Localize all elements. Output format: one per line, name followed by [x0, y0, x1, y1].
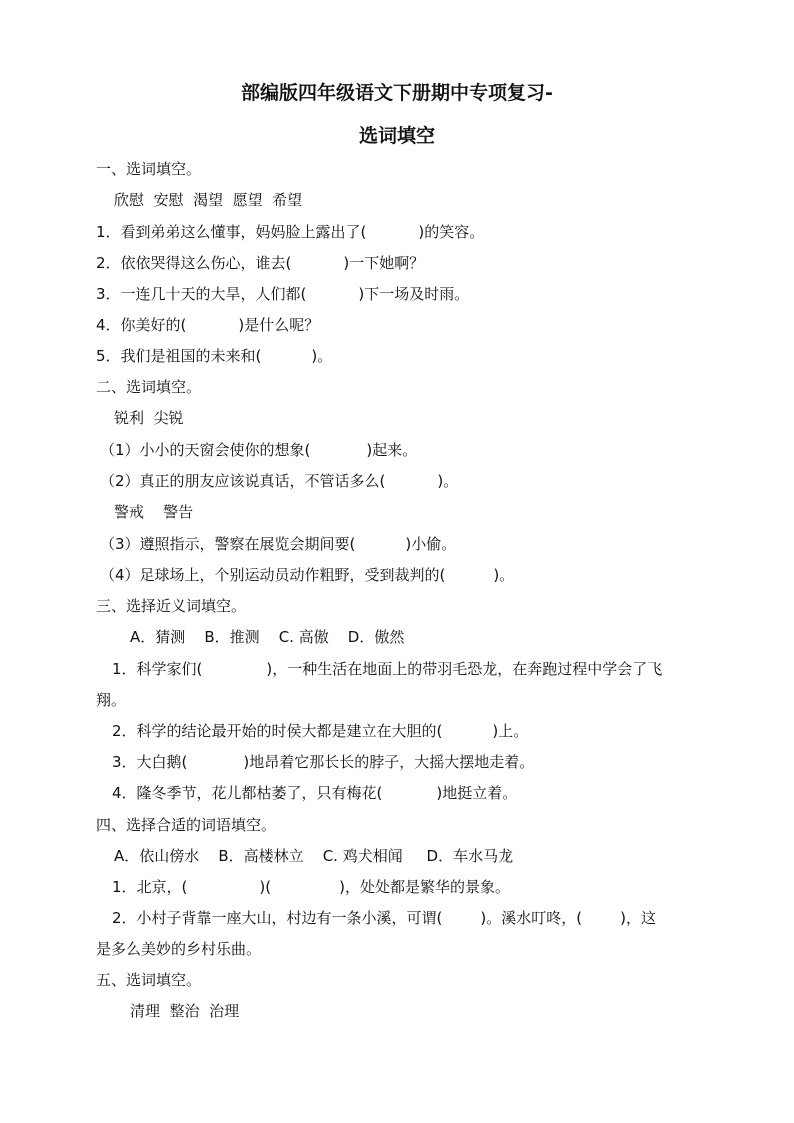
question-text: （3）遵照指示，警察在展览会期间要(: [100, 535, 356, 553]
question-text: )。: [437, 472, 459, 490]
question-1-4: [96, 315, 319, 335]
question-3-3: [112, 752, 534, 772]
question-text: 5．我们是祖国的未来和(: [96, 347, 262, 365]
question-text: )。: [311, 347, 333, 365]
question-text: )。溪水叮咚，(: [480, 909, 583, 927]
question-text: （1）小小的天窗会使你的想象(: [100, 441, 311, 459]
question-text: )地挺立着。: [436, 784, 518, 802]
question-text: )下一场及时雨。: [358, 285, 470, 303]
question-text: 1．看到弟弟这么懂事，妈妈脸上露出了(: [96, 223, 367, 241]
section-3-heading: 三、选择近义词填空。: [96, 597, 247, 615]
question-text: 2．小村子背靠一座大山，村边有一条小溪，可谓(: [112, 909, 443, 927]
question-text: 4．你美好的(: [96, 316, 187, 334]
doc-title-line1: 部编版四年级语文下册期中专项复习-: [241, 82, 553, 104]
section-5-word-bank: 清理 整治 治理: [130, 1002, 240, 1020]
section-3-options: A．猜测 B．推测 C. 高傲 D．傲然: [130, 628, 405, 646]
question-text: 1．科学家们(: [112, 660, 203, 678]
section-4-heading: 四、选择合适的词语填空。: [96, 816, 277, 834]
question-text: 3．一连几十天的大旱，人们都(: [96, 285, 307, 303]
question-1-2: [96, 253, 424, 273]
section-2-word-bank-1: 锐利 尖锐: [114, 409, 184, 427]
question-text: )上。: [492, 722, 529, 740]
question-text: )。: [493, 566, 515, 584]
section-4-options: A．依山傍水 B．高楼林立 C. 鸡犬相闻 D．车水马龙: [114, 847, 514, 865]
section-1-heading: 一、选词填空。: [96, 160, 202, 178]
section-2-word-bank-2: 警戒 警告: [114, 503, 194, 521]
question-text: （2）真正的朋友应该说真话，不管话多么(: [100, 472, 386, 490]
question-2-3: [100, 534, 456, 554]
question-text: （4）足球场上，个别运动员动作粗野，受到裁判的(: [100, 566, 446, 584]
question-text: )，一种生活在地面上的带羽毛恐龙，在奔跑过程中学会了飞: [266, 660, 663, 678]
question-text: )(: [259, 878, 272, 896]
question-1-1: [96, 222, 484, 242]
question-2-1: [100, 440, 417, 460]
question-3-1-continued: 翔。: [96, 691, 127, 709]
question-text: 2．科学的结论最开始的时侯大都是建立在大胆的(: [112, 722, 443, 740]
section-5-heading: 五、选词填空。: [96, 971, 202, 989]
question-2-4: [100, 565, 514, 585]
question-text: 1．北京，(: [112, 878, 188, 896]
question-4-2: [112, 908, 656, 928]
question-2-2: [100, 471, 458, 491]
section-1-word-bank: 欣慰 安慰 渴望 愿望 希望: [114, 191, 303, 209]
question-1-5: [96, 346, 332, 366]
question-text: )是什么呢？: [238, 316, 320, 334]
question-text: )起来。: [366, 441, 418, 459]
question-text: )的笑容。: [418, 223, 485, 241]
question-text: )，处处都是繁华的景象。: [339, 878, 510, 896]
question-3-4: [112, 783, 517, 803]
question-4-2-continued: 是多么美妙的乡村乐曲。: [96, 940, 262, 958]
question-3-2: [112, 721, 528, 741]
question-text: )小偷。: [405, 535, 457, 553]
section-2-heading: 二、选词填空。: [96, 378, 202, 396]
question-text: 3．大白鹅(: [112, 753, 188, 771]
question-text: )，这: [620, 909, 656, 927]
question-3-1: [112, 659, 662, 679]
question-text: )地昂着它那长长的脖子，大摇大摆地走着。: [243, 753, 535, 771]
question-text: )一下她啊？: [343, 254, 425, 272]
question-1-3: [96, 284, 469, 304]
doc-title-line2: 选词填空: [358, 125, 435, 147]
question-4-1: [112, 877, 510, 897]
question-text: 4．隆冬季节，花儿都枯萎了，只有梅花(: [112, 784, 383, 802]
question-text: 2．依依哭得这么伤心，谁去(: [96, 254, 292, 272]
